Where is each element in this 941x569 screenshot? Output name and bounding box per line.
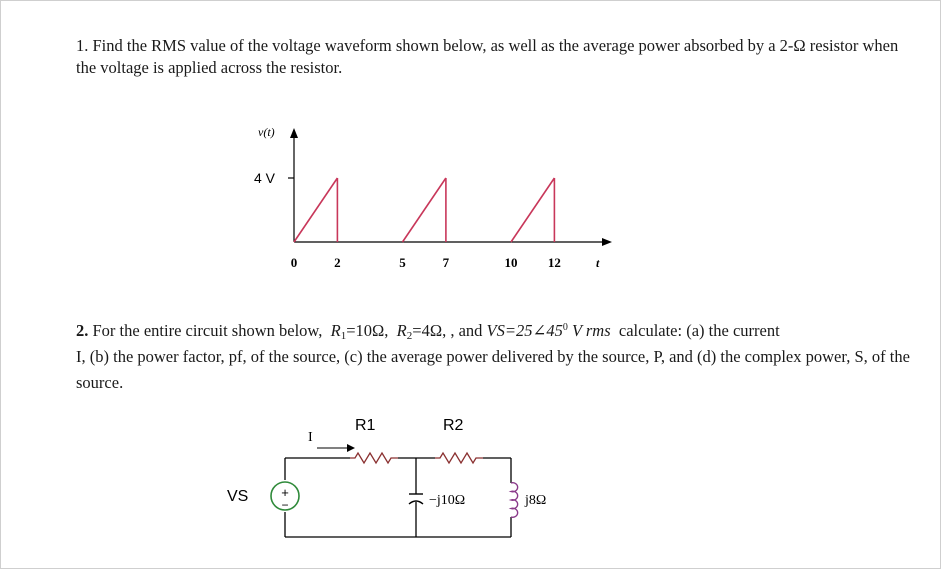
waveform-tick-label-5: 5 [399,255,406,270]
r2-resistor [435,453,483,463]
r1-subscript: 1 [340,330,347,342]
r2-label: R2 [443,417,464,434]
waveform-segment-5 [511,178,554,242]
waveform-y-arrow [290,128,298,138]
question-2-intro: For the entire circuit shown below, [92,321,323,340]
question-1-text: Find the RMS value of the voltage waveform shown below, as well as the average power absorbed by a 2-Ω resistor when the voltage is applied across the resistor. [76,36,899,77]
waveform-trace [294,178,554,242]
question-2-rest: I, (b) the power factor, pf, of the source, (c) the average power delivered by the source, P, and (d) the complex power, S, of the source. [76,347,910,392]
source-minus-sign: − [281,498,289,512]
source-plus-sign: + [281,485,289,500]
waveform-x-axis-label: t [596,256,600,270]
question-2-calculate: calculate: (a) the current [618,321,780,340]
r1-value: =10Ω, [346,321,389,340]
waveform-tick-label-12: 12 [547,255,561,270]
waveform-x-arrow [602,238,612,246]
question-1 [76,35,906,79]
and-word: and [458,321,483,340]
waveform-level-label: 4 V [254,170,276,186]
waveform-tick-label-10: 10 [504,255,518,270]
vs-degree: 0 [562,322,568,333]
waveform-tick-label-0: 0 [290,255,298,270]
r2-subscript: 2 [406,330,413,342]
source-label: VS [227,488,249,505]
current-arrow-head [347,444,355,452]
question-2-number: 2. [76,321,89,340]
r1-symbol: R [330,321,341,340]
waveform-plot [240,118,630,278]
waveform-segment-3 [403,178,446,242]
waveform-tick-label-2: 2 [334,255,341,270]
waveform-y-label: v(t) [258,125,275,139]
current-label: I [308,430,313,445]
r1-resistor [350,453,398,463]
waveform-segment-1 [294,178,337,242]
vs-unit: V rms [571,321,611,340]
vs-expression: VS=25∠45 [486,321,563,340]
r1-label: R1 [355,417,376,434]
circuit-diagram [215,408,575,558]
question-1-number: 1. [76,36,89,55]
inductor-label: j8Ω [525,493,547,508]
waveform-x-tick-labels [291,255,561,270]
r2-value: =4Ω, , [412,321,455,340]
r2-symbol: R [396,321,407,340]
inductor-coil [511,483,518,518]
waveform-tick-label-7: 7 [442,255,450,270]
capacitor-label: −j10Ω [429,493,466,508]
